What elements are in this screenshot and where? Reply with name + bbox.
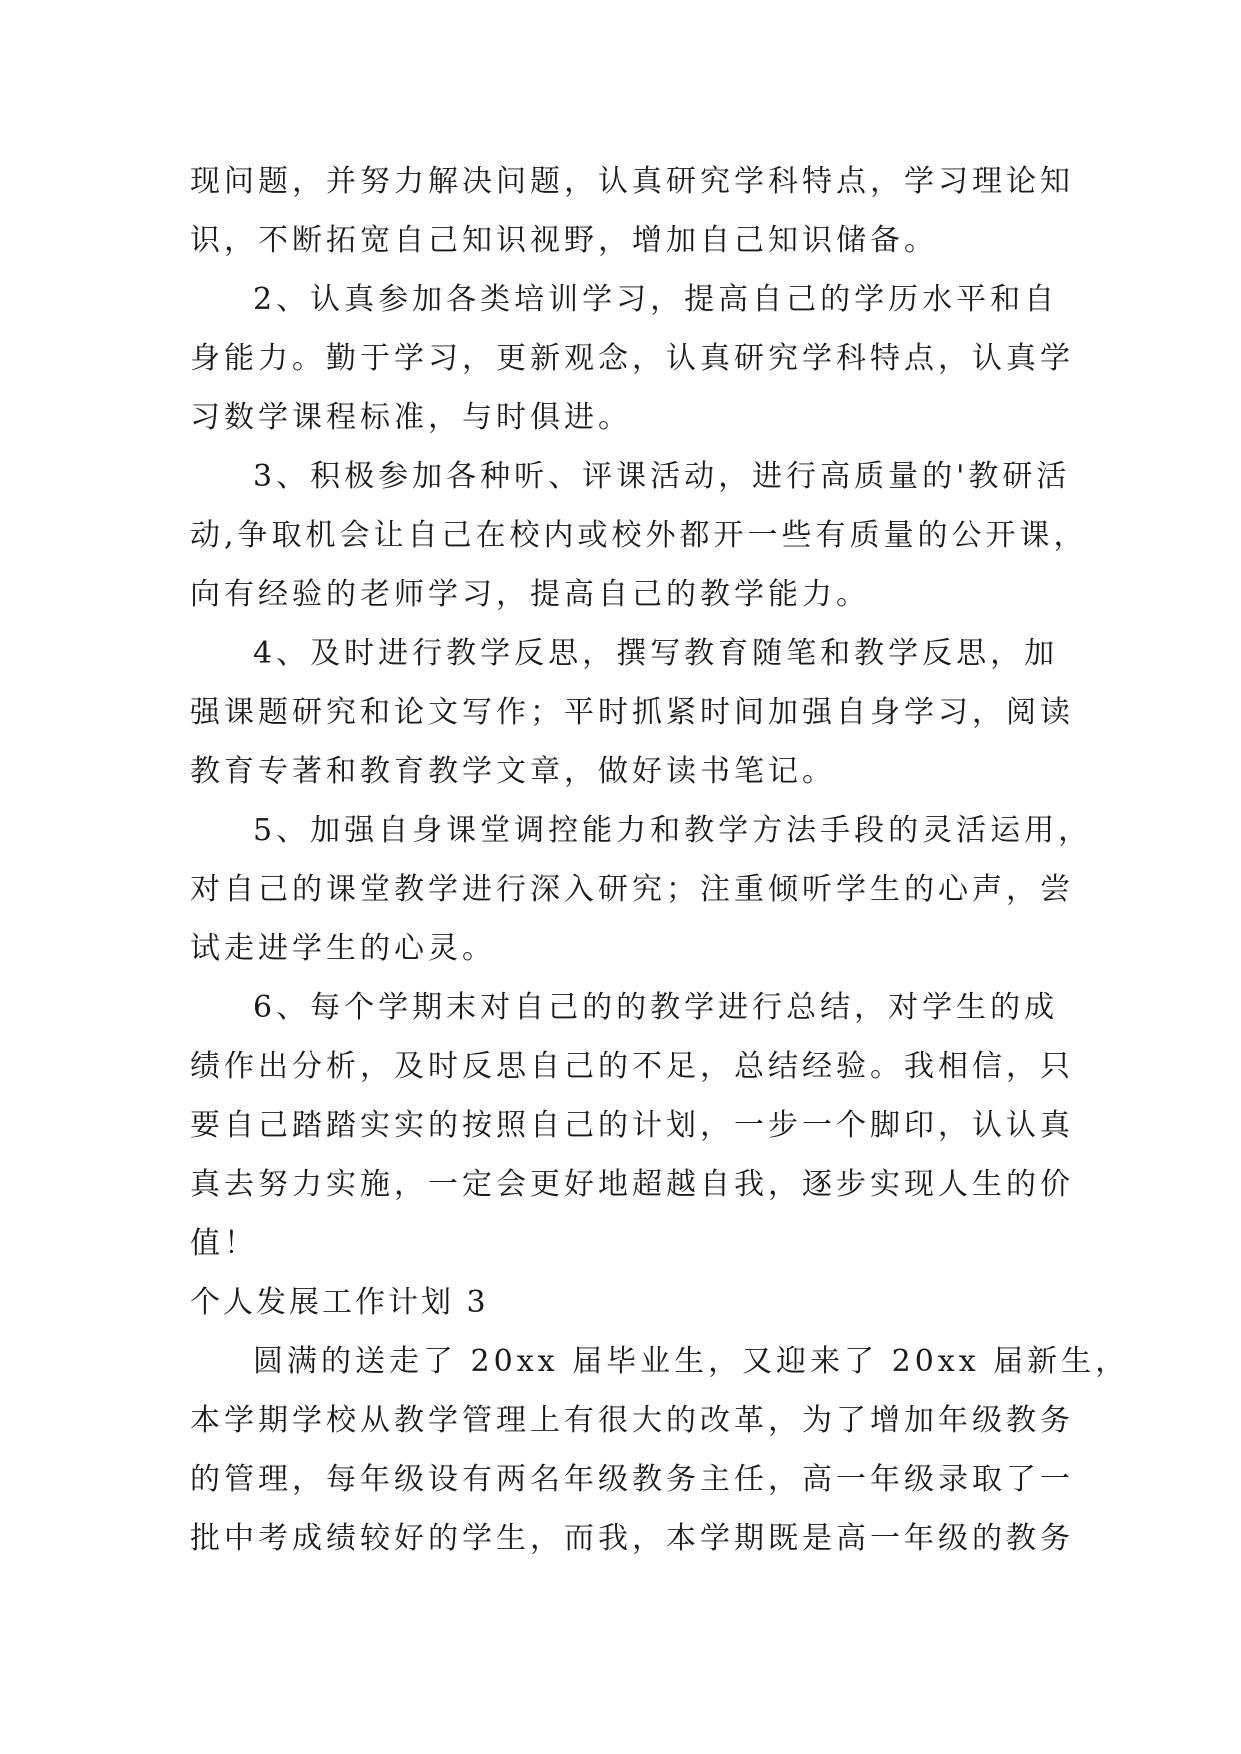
text-line: 习数学课程标准，与时俱进。 — [190, 400, 632, 435]
text-line: 教育专著和教育教学文章，做好读书笔记。 — [190, 754, 836, 789]
paragraph-start: 圆满的送走了 20xx 届毕业生，又迎来了 20xx 届新生， — [253, 1344, 1130, 1379]
text-line: 现问题，并努力解决问题，认真研究学科特点，学习理论知 — [190, 164, 1074, 199]
text-line: 身能力。勤于学习，更新观念，认真研究学科特点，认真学 — [190, 341, 1074, 376]
text-line: 试走进学生的心灵。 — [190, 931, 496, 966]
text-line: 本学期学校从教学管理上有很大的改革，为了增加年级教务 — [190, 1403, 1074, 1438]
text-line: 向有经验的老师学习，提高自己的教学能力。 — [190, 577, 870, 612]
text-line: 值！ — [190, 1226, 258, 1261]
text-line: 强课题研究和论文写作；平时抓紧时间加强自身学习，阅读 — [190, 695, 1074, 730]
paragraph-item-2: 2、认真参加各类培训学习，提高自己的学历水平和自 — [253, 282, 1059, 317]
text-line: 识，不断拓宽自己知识视野，增加自己知识储备。 — [190, 223, 938, 258]
text-line: 动,争取机会让自己在校内或校外都开一些有质量的公开课， — [190, 518, 1088, 553]
section-heading: 个人发展工作计划 3 — [190, 1285, 489, 1320]
paragraph-item-6: 6、每个学期末对自己的的教学进行总结，对学生的成 — [253, 990, 1059, 1025]
paragraph-item-4: 4、及时进行教学反思，撰写教育随笔和教学反思，加 — [253, 636, 1059, 671]
text-line: 对自己的课堂教学进行深入研究；注重倾听学生的心声，尝 — [190, 872, 1074, 907]
paragraph-item-3: 3、积极参加各种听、评课活动，进行高质量的'教研活 — [253, 459, 1071, 494]
text-line: 批中考成绩较好的学生，而我，本学期既是高一年级的教务 — [190, 1521, 1074, 1556]
text-line: 真去努力实施，一定会更好地超越自我，逐步实现人生的价 — [190, 1167, 1074, 1202]
text-line: 的管理，每年级设有两名年级教务主任，高一年级录取了一 — [190, 1462, 1074, 1497]
paragraph-item-5: 5、加强自身课堂调控能力和教学方法手段的灵活运用， — [253, 813, 1093, 848]
text-line: 绩作出分析，及时反思自己的不足，总结经验。我相信，只 — [190, 1049, 1074, 1084]
text-line: 要自己踏踏实实的按照自己的计划，一步一个脚印，认认真 — [190, 1108, 1074, 1143]
